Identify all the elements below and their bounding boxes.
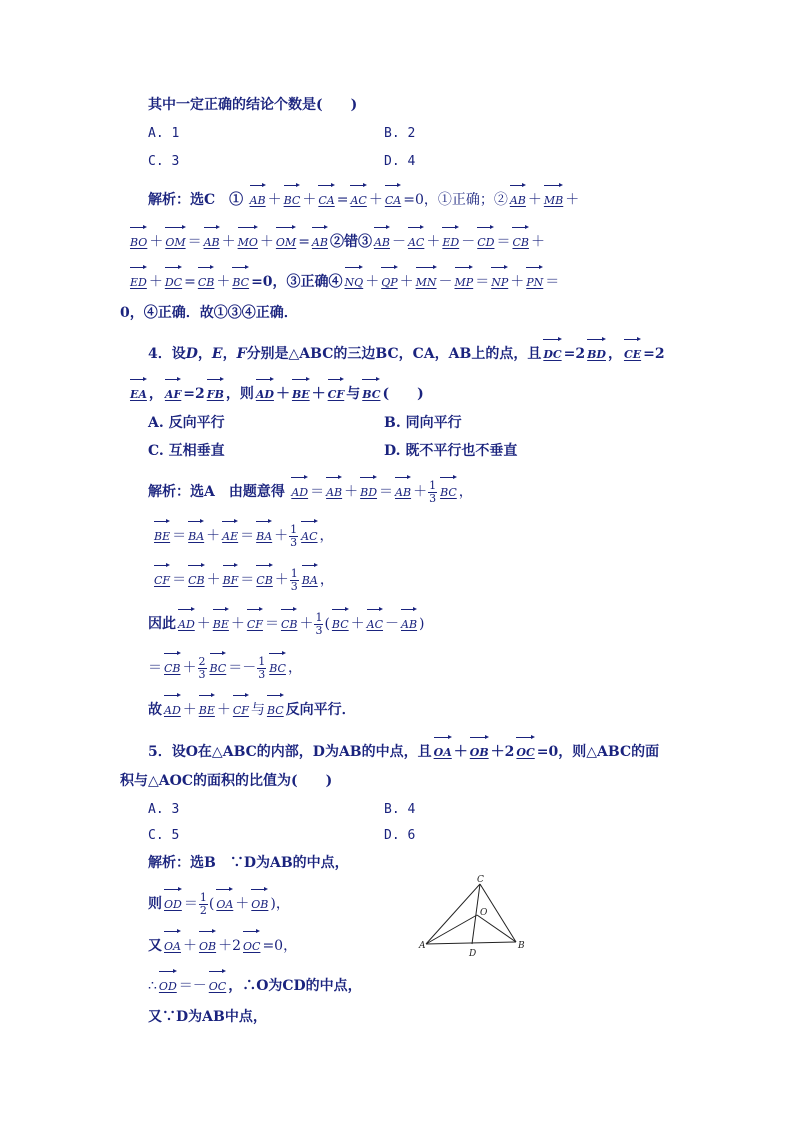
vector-AC: AC: [408, 224, 424, 254]
vector-OC: OC: [243, 928, 260, 958]
vector-PN: PN: [526, 264, 543, 294]
vector-CF: CF: [233, 692, 249, 722]
fraction-one-third: $\frac{1}{3}$: [290, 522, 298, 549]
vector-QP: QP: [381, 264, 397, 294]
q4-stem-mid: 分别是△ABC的三边BC，CA，AB上的点，且: [246, 346, 542, 362]
vector-BC: BC: [284, 182, 301, 212]
q4-conclusion: 反向平行．: [285, 702, 356, 718]
vector-OC: OC: [209, 968, 226, 998]
q5-stem-start: 5．设O在△ABC的内部，D为AB的中点，且: [148, 744, 432, 760]
fraction-one-third: $\frac{1}{3}$: [315, 610, 323, 637]
q5-option-c: C. 5: [148, 828, 180, 843]
vector-BO: BO: [130, 224, 147, 254]
q4-solution-line-2: BE ＝ BA ＋ AE ＝ BA ＋ $\frac{1}{3}$ AC ，: [152, 518, 334, 549]
vector-OD: OD: [159, 968, 177, 998]
vector-EA: EA: [130, 376, 147, 406]
vector-AC: AC: [350, 182, 366, 212]
q4-hence: 故: [148, 702, 162, 718]
vector-BC: BC: [269, 650, 286, 680]
vector-DC: DC: [165, 264, 182, 294]
vector-AB: AB: [510, 182, 526, 212]
vector-BD: BD: [360, 474, 377, 504]
q4-blank: ( ): [382, 386, 424, 402]
vector-BC: BC: [210, 650, 227, 680]
q5-solution-line-4: ∴ OD ＝－ OC ，∴O为CD的中点，: [148, 968, 362, 998]
vector-MP: MP: [455, 264, 474, 294]
q3-solution-line-4: 0，④正确．故①③④正确．: [120, 305, 298, 321]
vector-AC: AC: [301, 518, 317, 548]
label-B: B: [518, 941, 525, 951]
vector-BE: BE: [199, 692, 215, 722]
vector-AB: AB: [250, 182, 266, 212]
vector-BE: BE: [213, 606, 229, 636]
vector-NQ: NQ: [345, 264, 364, 294]
q3-option-b: B. 2: [384, 126, 416, 141]
q5-midpoint-text: ，∴O为CD的中点，: [228, 978, 362, 994]
q3-option-c: C. 3: [148, 154, 180, 169]
vector-OM: OM: [165, 224, 185, 254]
vector-OB: OB: [251, 886, 268, 916]
q4-option-c: C. 互相垂直: [148, 443, 225, 459]
q4-stem-start: 4．设: [148, 346, 186, 362]
vector-CA: CA: [318, 182, 334, 212]
label-A: A: [419, 941, 426, 951]
vector-CB: CB: [512, 224, 529, 254]
q4-stem-line-2: EA ， AF =2 FB ，则 AD ＋ BE ＋ CF 与 BC ( ): [128, 376, 424, 406]
vector-AD: AD: [291, 474, 308, 504]
fraction-two-thirds: $\frac{2}{3}$: [198, 654, 206, 681]
q5-stem-end: =0，则△ABC的面: [536, 744, 660, 760]
vector-BE: BE: [154, 518, 170, 548]
vector-CB: CB: [281, 606, 298, 636]
vector-AD: AD: [164, 692, 181, 722]
vector-CE: CE: [624, 336, 641, 366]
edge-AC: [426, 884, 480, 944]
q3-tail-1: =0，①正确；②: [403, 192, 508, 208]
q4-solution-line-5: ＝ CB ＋ $\frac{2}{3}$ BC ＝－ $\frac{1}{3}$ BC ，: [148, 650, 302, 681]
vector-MO: MO: [238, 224, 258, 254]
q4-solution-line-1: 解析：选A 由题意得 AD ＝ AB ＋ BD ＝ AB ＋ $\frac{1}{3}$ BC ，: [148, 474, 473, 505]
label-C: C: [477, 875, 484, 885]
median-CD: [472, 884, 480, 944]
q3-solution-line-3: ED ＋ DC = CB ＋ BC =0，③正确④ NQ ＋ QP ＋ MN － MP ＝ NP ＋ PN ＝: [128, 264, 559, 294]
q5-solution-line-5: 又∵D为AB中点，: [148, 1009, 267, 1025]
vector-AB: AB: [326, 474, 342, 504]
q5-also: 又: [148, 938, 162, 954]
vector-BE: BE: [292, 376, 310, 406]
label-D: D: [469, 949, 477, 959]
vector-OB: OB: [470, 734, 489, 764]
vector-OA: OA: [434, 734, 452, 764]
q4-solution-lead: 解析：选A 由题意得: [148, 484, 285, 500]
vector-OA: OA: [164, 928, 181, 958]
q4-option-a: A. 反向平行: [148, 415, 225, 431]
vector-BA: BA: [302, 562, 318, 592]
vector-OA: OA: [216, 886, 233, 916]
segment-AO: [426, 915, 477, 944]
q5-stem-line-2: 积与△AOC的面积的比值为( ): [120, 773, 333, 789]
vector-NP: NP: [491, 264, 508, 294]
vector-BD: BD: [587, 336, 606, 366]
vector-BC: BC: [332, 606, 349, 636]
vector-BC: BC: [362, 376, 380, 406]
vector-CB: CB: [256, 562, 273, 592]
vector-OB: OB: [199, 928, 216, 958]
q4-therefore: 因此: [148, 616, 176, 632]
vector-MB: MB: [544, 182, 563, 212]
vector-CF: CF: [154, 562, 170, 592]
vector-OM: OM: [276, 224, 296, 254]
q4-solution-line-6: 故 AD ＋ BE ＋ CF 与 BC 反向平行．: [148, 692, 356, 722]
vector-CA: CA: [385, 182, 401, 212]
q3-tail-3: =0，③正确④: [251, 274, 343, 290]
vector-CB: CB: [188, 562, 205, 592]
vector-AB: AB: [401, 606, 417, 636]
segment-OB: [477, 915, 516, 942]
edge-AB: [426, 942, 516, 944]
q4-option-b: B. 同向平行: [384, 415, 462, 431]
q3-stem: 其中一定正确的结论个数是( ): [148, 97, 358, 113]
q5-option-d: D. 6: [384, 828, 416, 843]
q4-stem-line-1: 4．设D，E，F分别是△ABC的三边BC，CA，AB上的点，且 DC =2 BD ， CE =2: [148, 336, 665, 366]
q5-option-a: A. 3: [148, 802, 180, 817]
equals: =: [336, 192, 349, 208]
vector-OD: OD: [164, 886, 182, 916]
therefore-symbol: ∴: [148, 978, 157, 994]
vector-AF: AF: [165, 376, 181, 406]
fraction-one-third: $\frac{1}{3}$: [258, 654, 266, 681]
vector-MN: MN: [416, 264, 437, 294]
vector-CD: CD: [477, 224, 494, 254]
q4-solution-line-4: 因此 AD ＋ BE ＋ CF ＝ CB ＋ $\frac{1}{3}$ ( BC ＋ AC － AB ): [148, 606, 425, 637]
vector-AD: AD: [178, 606, 195, 636]
q3-solution-lead: 解析：选C ①: [148, 192, 244, 208]
q5-solution-lead: 解析：选B ∵D为AB的中点，: [148, 855, 349, 871]
q5-then: 则: [148, 896, 162, 912]
vector-AB: AB: [204, 224, 220, 254]
label-O: O: [480, 908, 488, 918]
vector-AB: AB: [374, 224, 390, 254]
q4-option-d: D. 既不平行也不垂直: [384, 443, 518, 459]
triangle-figure: [416, 872, 536, 962]
q5-option-b: B. 4: [384, 802, 416, 817]
vector-BA: BA: [188, 518, 204, 548]
q4-then: ，则: [225, 386, 254, 402]
vector-ED: ED: [130, 264, 147, 294]
vector-OC: OC: [516, 734, 534, 764]
q4-ratio: =2: [643, 346, 665, 362]
vector-AD: AD: [256, 376, 274, 406]
vector-DC: DC: [543, 336, 561, 366]
vector-BA: BA: [256, 518, 272, 548]
vector-FB: FB: [207, 376, 224, 406]
vector-CB: CB: [198, 264, 215, 294]
vector-AB: AB: [312, 224, 328, 254]
vector-AC: AC: [367, 606, 383, 636]
fraction-one-half: $\frac{1}{2}$: [199, 890, 207, 917]
vector-BC: BC: [440, 474, 457, 504]
vector-BF: BF: [223, 562, 239, 592]
q5-solution-line-2: 则 OD ＝ $\frac{1}{2}$ ( OA ＋ OB )，: [148, 886, 290, 917]
vector-AB: AB: [395, 474, 411, 504]
q3-solution-line-1: 解析：选C ① AB ＋ BC ＋ CA = AC ＋ CA =0，①正确；② AB ＋ MB ＋: [148, 182, 579, 212]
vector-CF: CF: [328, 376, 345, 406]
vector-ED: ED: [442, 224, 459, 254]
fraction-one-third: $\frac{1}{3}$: [290, 566, 298, 593]
q4-ratio: =2: [563, 346, 586, 362]
q3-tail-2: ②错③: [329, 234, 372, 250]
equals: =: [184, 274, 196, 290]
q5-stem-line-1: 5．设O在△ABC的内部，D为AB的中点，且 OA ＋ OB ＋2 OC =0，则△ABC的面: [148, 734, 659, 764]
vector-BC: BC: [267, 692, 284, 722]
q3-solution-line-2: BO ＋ OM ＝ AB ＋ MO ＋ OM = AB ②错③ AB － AC ＋ ED － CD ＝ CB ＋: [128, 224, 545, 254]
vector-CB: CB: [164, 650, 181, 680]
equals: =: [298, 234, 310, 250]
q4-solution-line-3: CF ＝ CB ＋ BF ＝ CB ＋ $\frac{1}{3}$ BA ，: [152, 562, 334, 593]
q4-with: 与: [346, 386, 361, 402]
q3-option-d: D. 4: [384, 154, 416, 169]
q5-solution-line-3: 又 OA ＋ OB ＋2 OC =0，: [148, 928, 297, 958]
vector-CF: CF: [247, 606, 263, 636]
fraction-one-third: $\frac{1}{3}$: [429, 478, 437, 505]
q3-option-a: A. 1: [148, 126, 180, 141]
vector-BC: BC: [232, 264, 249, 294]
vector-AE: AE: [222, 518, 238, 548]
